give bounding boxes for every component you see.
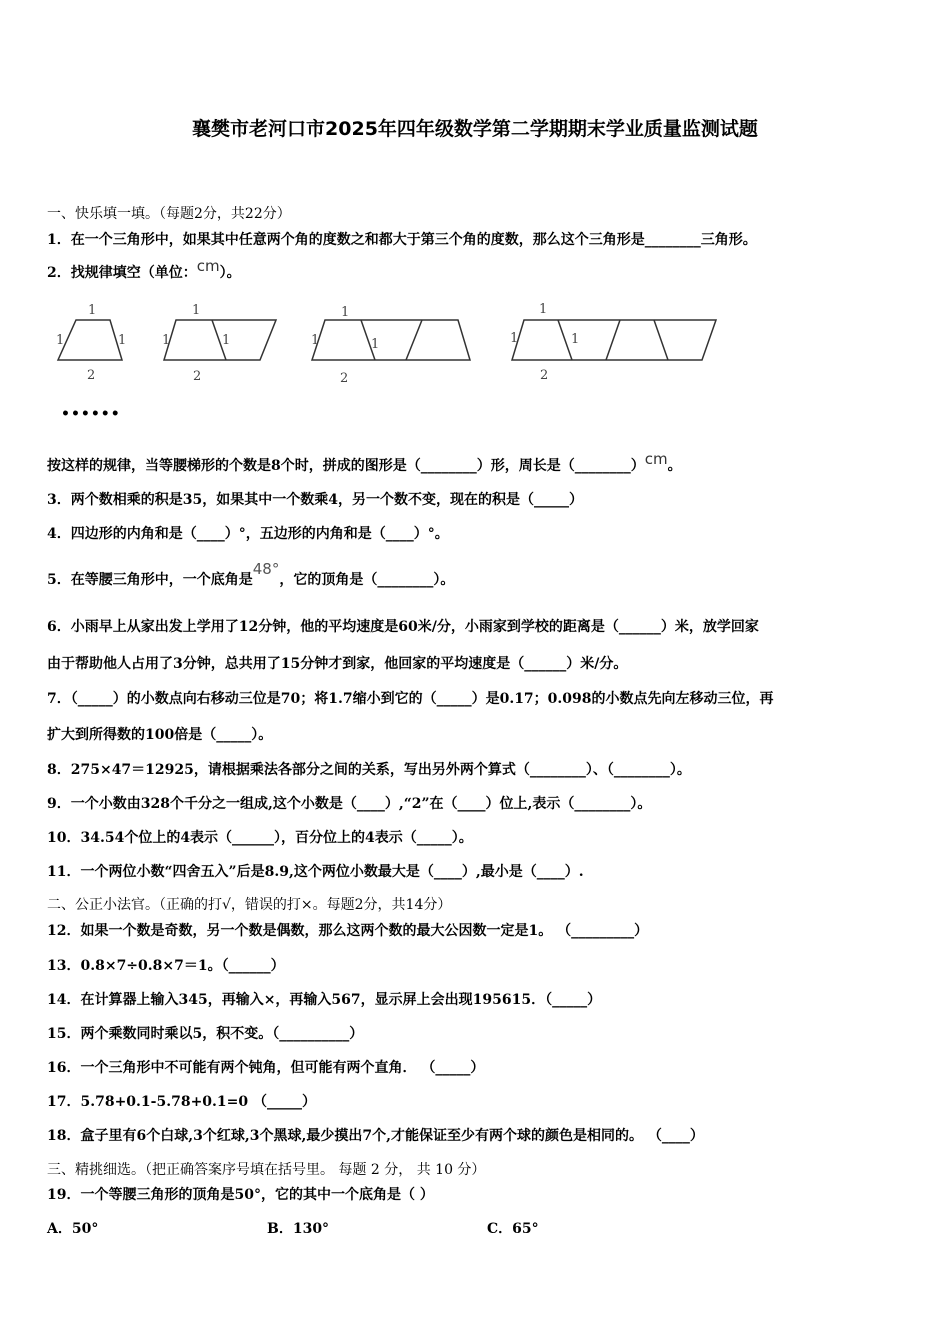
angle-value: 48°: [252, 560, 280, 578]
ellipsis-dots: ••••••: [61, 406, 121, 422]
question-7-line-1: 7．（_____）的小数点向右移动三位是70；将1.7缩小到它的（_____）是0.17；0.098的小数点先向左移动三位，再: [47, 691, 774, 707]
option-a: A．50°: [47, 1221, 99, 1237]
question-14: 14．在计算器上输入345，再输入×，再输入567，显示屏上会出现195615．（_____）: [47, 992, 602, 1008]
option-b: B．130°: [267, 1221, 330, 1237]
question-19: 19．一个等腰三角形的顶角是50°，它的其中一个底角是（ ）: [47, 1187, 434, 1203]
label-top: 1: [88, 303, 97, 318]
question-17: 17．5.78+0.1-5.78+0.1=0 （_____）: [47, 1094, 317, 1110]
label-right: 1: [118, 333, 127, 348]
divider-line: [654, 320, 668, 360]
unit-cm: cm: [196, 257, 220, 275]
page-title: 襄樊市老河口市2025年四年级数学第二学期期末学业质量监测试题: [192, 118, 758, 140]
parallelogram-2: [164, 320, 276, 360]
label-left: 1: [162, 333, 171, 348]
question-8: 8．275×47＝12925，请根据乘法各部分之间的关系，写出另外两个算式（________）、（________）。: [47, 762, 691, 778]
question-15: 15．两个乘数同时乘以5，积不变。（__________）: [47, 1026, 364, 1042]
label-left: 1: [311, 333, 320, 348]
label-bottom: 2: [340, 371, 349, 386]
question-2b-end: 。: [667, 458, 682, 474]
section-heading-1: 一、快乐填一填。（每题2分，共22分）: [47, 206, 291, 222]
unit-cm: cm: [644, 450, 668, 468]
question-13: 13．0.8×7÷0.8×7＝1。（______）: [47, 958, 285, 974]
question-5: [47, 560, 455, 589]
section-heading-2: 二、公正小法官。（正确的打√，错误的打×。每题2分，共14分）: [47, 897, 452, 913]
trapezoid-3: [312, 320, 470, 360]
label-mid: 1: [571, 332, 580, 347]
question-1: 1．在一个三角形中，如果其中任意两个角的度数之和都大于第三个角的度数，那么这个三角形是________三角形。: [47, 232, 757, 248]
question-3: 3．两个数相乘的积是35，如果其中一个数乘4，另一个数不变，现在的积是（_____）: [47, 492, 583, 508]
question-12: 12．如果一个数是奇数，另一个数是偶数，那么这两个数的最大公因数一定是1。 （_________）: [47, 923, 649, 939]
label-top: 1: [539, 302, 548, 317]
label-bottom: 2: [87, 368, 96, 383]
label-left: 1: [56, 333, 65, 348]
label-mid: 1: [371, 337, 380, 352]
question-2-suffix: ）。: [219, 265, 241, 281]
label-top: 1: [192, 303, 201, 318]
divider-line: [606, 320, 620, 360]
question-4: 4．四边形的内角和是（____）°，五边形的内角和是（____）°。: [47, 526, 449, 542]
label-bottom: 2: [193, 369, 202, 384]
option-c: C．65°: [487, 1221, 539, 1237]
question-5-suffix: ，它的顶角是（________）。: [279, 572, 455, 588]
question-2b-text: 按这样的规律，当等腰梯形的个数是8个时，拼成的图形是（________）形，周长是（________）: [47, 458, 645, 474]
question-2: [47, 257, 241, 282]
label-top: 1: [341, 305, 350, 320]
question-9: 9．一个小数由328个千分之一组成,这个小数是（____）,“2”在（____）位上,表示（________）。: [47, 796, 652, 812]
label-mid: 1: [222, 333, 231, 348]
question-7-line-2: 扩大到所得数的100倍是（_____）。: [47, 727, 273, 743]
divider-line: [406, 320, 422, 360]
question-11: 11．一个两位小数“四舍五入”后是8.9,这个两位小数最大是（____）,最小是（____）.: [47, 864, 584, 880]
question-18: 18．盒子里有6个白球,3个红球,3个黑球,最少摸出7个,才能保证至少有两个球的颜色是相同的。 （____）: [47, 1128, 704, 1144]
question-2-prefix: 2．找规律填空（单位：: [47, 265, 197, 281]
label-left: 1: [510, 331, 519, 346]
question-5-prefix: 5．在等腰三角形中，一个底角是: [47, 572, 253, 588]
question-2-continued: [47, 450, 682, 475]
parallelogram-4: [512, 320, 716, 360]
trapezoid-pattern-figure: [50, 296, 730, 392]
question-10: 10．34.54个位上的4表示（______），百分位上的4表示（_____）。: [47, 830, 473, 846]
question-6-line-2: 由于帮助他人占用了3分钟，总共用了15分钟才到家，他回家的平均速度是（______）米/分。: [47, 656, 628, 672]
label-bottom: 2: [540, 368, 549, 383]
trapezoid-1: [58, 320, 122, 360]
section-heading-3: 三、精挑细选。（把正确答案序号填在括号里。 每题 2 分， 共 10 分）: [47, 1162, 486, 1178]
question-6-line-1: 6．小雨早上从家出发上学用了12分钟，他的平均速度是60米/分，小雨家到学校的距离是（______）米，放学回家: [47, 619, 759, 635]
question-16: 16．一个三角形中不可能有两个钝角，但可能有两个直角． （_____）: [47, 1060, 485, 1076]
divider-line: [558, 320, 572, 360]
